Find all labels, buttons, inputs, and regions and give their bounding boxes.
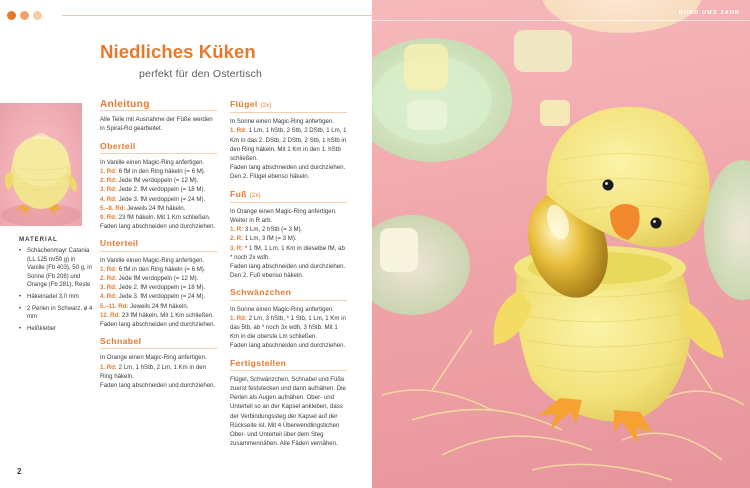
chick-foot <box>538 398 582 430</box>
instruction-row <box>100 213 217 222</box>
row-label: 5.–11. Rd: <box>100 302 129 310</box>
material-item: • Heißkleber <box>19 325 93 334</box>
instruction-row <box>100 185 217 194</box>
chick-photo-large <box>372 0 750 488</box>
instruction-row <box>100 176 217 185</box>
oberteil-outro: Faden lang abschneiden und durchziehen. <box>100 223 216 231</box>
row-text: Jede 2. fM verdoppeln (= 18 M). <box>118 284 206 292</box>
row-label: 3. Rd: <box>100 284 117 292</box>
fuss-qty: (2x) <box>249 191 261 199</box>
material-section <box>19 236 93 336</box>
page-number: 2 <box>17 467 22 476</box>
row-label: 12. Rd: <box>100 311 121 319</box>
schwaenzchen-heading: Schwänzchen <box>230 288 347 300</box>
marshmallow <box>407 100 447 130</box>
right-page-photo <box>372 0 750 488</box>
row-text: 23 fM häkeln. Mit 1 Km schließen. <box>118 214 211 222</box>
unterteil-outro: Faden lang abschneiden und durchziehen. <box>100 321 216 329</box>
header-rule <box>372 20 750 21</box>
material-heading: MATERIAL <box>19 236 58 243</box>
row-text: 3 Lm, 2 hStb (= 3 M). <box>244 226 303 234</box>
row-label: 4. Rd: <box>100 293 117 301</box>
chick-eye <box>603 180 614 191</box>
row-label: 3. R: <box>230 244 244 252</box>
page-title: Niedliches Küken <box>100 41 256 62</box>
marshmallow <box>540 100 570 126</box>
marshmallow <box>404 44 448 90</box>
row-label: 2. Rd: <box>100 177 117 185</box>
instruction-row <box>100 265 217 274</box>
anleitung-intro: Alle Teile mit Ausnahme der Füße werden in Spiral-Rd gearbeitet. <box>100 116 213 133</box>
row-text: 6 fM in den Ring häkeln (= 6 M). <box>118 265 206 273</box>
instruction-row <box>230 234 347 243</box>
fuss-heading-text: Fuß <box>230 188 247 199</box>
row-text: Jeweils 24 fM häkeln. <box>130 302 189 310</box>
instruction-row <box>100 167 217 176</box>
schwaenzchen-section <box>230 288 347 350</box>
row-label: 2. R: <box>230 235 244 243</box>
row-label: 1. Rd: <box>100 168 117 176</box>
row-text: Jeweils 24 fM häkeln. <box>127 204 186 212</box>
fluegel-outro: Faden lang abschneiden und durchziehen. Den 2. Flügel ebenso häkeln. <box>230 164 346 181</box>
row-text: Jede 3. fM verdoppeln (= 24 M). <box>118 293 206 301</box>
header-dot <box>7 11 16 20</box>
fertigstellen-text: Flügel, Schwänzchen, Schnabel und Füße zuerst feststecken und dann aufnähen. Die Perlen als Augen aufnähen. Ober- und Unterteil so an der Kapsel ankleben, dass der Verbindungssteg der Kapsel auf der Rückseite ist. Mit 4 Überwendlingstichen Ober- und Unterteil über dem Steg zusammennähen. Alle Fäden vernähen. <box>230 375 346 448</box>
row-label: 9. Rd: <box>100 214 117 222</box>
row-label: 3. Rd: <box>100 186 117 194</box>
fluegel-section <box>230 100 347 182</box>
oberteil-intro: In Vanille einen Magic-Ring anfertigen. <box>100 158 205 166</box>
row-text: 2 Lm, 3 hStb, * 1 Stb, 1 Lm, 1 Km in das 5tb, ab * noch 3x wdh, 3 hStb. Mit 1 Km in die oberste Lm schließen. <box>230 314 346 341</box>
fluegel-heading <box>230 100 347 113</box>
fluegel-intro: In Sonne einen Magic-Ring anfertigen. <box>230 118 334 126</box>
schnabel-intro: In Orange einen Magic-Ring anfertigen. <box>100 354 207 362</box>
row-label: 2. Rd: <box>100 275 117 283</box>
row-label: 1. Rd: <box>100 265 117 273</box>
row-text: Jede 2. fM verdoppeln (= 18 M). <box>118 186 206 194</box>
row-label: 5.–8. Rd: <box>100 204 126 212</box>
row-text: Jede fM verdoppeln (= 12 M). <box>118 275 199 283</box>
row-label: 1. Rd: <box>100 363 117 371</box>
row-text: Jede fM verdoppeln (= 12 M). <box>118 177 199 185</box>
header-dot <box>20 11 29 20</box>
schnabel-outro: Faden lang abschneiden und durchziehen. <box>100 382 216 390</box>
material-list <box>19 247 93 333</box>
header-dot <box>33 11 42 20</box>
cream-cupcake-liner <box>542 0 702 33</box>
fluegel-heading-text: Flügel <box>230 99 258 109</box>
schnabel-heading: Schnabel <box>100 337 217 349</box>
fuss-section <box>230 190 347 281</box>
material-item: • Häkelnadel 3,0 mm <box>19 293 93 302</box>
chick-eye <box>651 218 662 229</box>
chick-illustration-small <box>0 103 82 226</box>
unterteil-heading: Unterteil <box>100 239 217 251</box>
section-label: RUND UMS JAHR <box>678 10 740 16</box>
instructions-column-2 <box>230 100 347 457</box>
marshmallow <box>380 228 418 272</box>
fuss-outro: Faden lang abschneiden und durchziehen. Den 2. Fuß ebenso häkeln. <box>230 263 346 280</box>
header-rule <box>62 15 372 16</box>
row-text: Jede 3. fM verdoppeln (= 24 M). <box>118 195 206 203</box>
anleitung-section <box>100 100 217 134</box>
instruction-row <box>230 244 347 262</box>
green-cupcake-liner <box>704 160 750 300</box>
row-text: 2 Lm, 1 hStb, 2 Lm, 1 Km in den Ring häkeln. <box>100 363 207 380</box>
instructions-column-1 <box>100 100 217 398</box>
material-item: • 2 Perlen in Schwarz, ø 4 mm <box>19 305 93 322</box>
row-label: 4. Rd: <box>100 195 117 203</box>
row-text: 6 fM in den Ring häkeln (= 6 M). <box>118 168 206 176</box>
row-label: 1. R: <box>230 226 244 234</box>
schwaenzchen-intro: In Sonne einen Magic-Ring anfertigen. <box>230 305 334 313</box>
row-label: 1. Rd: <box>230 314 247 322</box>
fertigstellen-heading: Fertigstellen <box>230 359 347 371</box>
fluegel-qty: (2x) <box>260 102 272 109</box>
instruction-row <box>230 225 347 234</box>
fuss-heading <box>230 190 347 203</box>
fuss-intro: In Orange einen Magic-Ring anfertigen. Weiter in R arb. <box>230 207 337 225</box>
instruction-row <box>100 204 217 213</box>
row-text: * 1 fM, 1 Lm, 1 Km in dieselbe fM, ab * noch 2x wdh. <box>230 244 345 261</box>
schwaenzchen-outro: Faden lang abschneiden und durchziehen. <box>230 342 346 350</box>
anleitung-heading: Anleitung <box>100 100 217 111</box>
instruction-row <box>100 292 217 301</box>
row-text: 23 fM häkeln. Mit 1 Km schließen. <box>122 311 214 319</box>
oberteil-heading: Oberteil <box>100 142 217 154</box>
instruction-row <box>100 311 217 320</box>
instruction-row <box>100 283 217 292</box>
schnabel-section <box>100 337 217 390</box>
instruction-row <box>100 195 217 204</box>
instruction-row <box>100 363 217 381</box>
row-label: 1. Rd: <box>230 127 247 135</box>
oberteil-section <box>100 142 217 232</box>
chick-photo-small <box>0 103 82 226</box>
instruction-row <box>100 274 217 283</box>
fertigstellen-section <box>230 359 347 449</box>
unterteil-intro: In Vanille einen Magic-Ring anfertigen. <box>100 256 205 264</box>
instruction-row <box>230 126 347 163</box>
left-page <box>0 0 372 488</box>
instruction-row <box>230 314 347 342</box>
unterteil-section <box>100 239 217 329</box>
header-dots <box>7 11 42 20</box>
material-item: • Schachenmayr Catania (LL 125 m/50 g) in Vanille (Fb 403), 50 g, in Sonne (Fb 208) und Orange (Fb 281), Reste <box>19 247 93 290</box>
instruction-row <box>100 302 217 311</box>
marshmallow <box>514 30 572 72</box>
page-subtitle: perfekt für den Ostertisch <box>139 68 263 80</box>
row-text: 1 Lm, 3 fM (= 3 M). <box>244 235 297 243</box>
row-text: 1 Lm, 1 hStb, 2 Stb, 2 DStb, 1 Lm, 1 Km in das 2. DStb, 2 DStb, 2 Stb, 1 hStb in den Ring häkeln. Mit 1 Km in den 1. hStb schließen. <box>230 127 347 163</box>
